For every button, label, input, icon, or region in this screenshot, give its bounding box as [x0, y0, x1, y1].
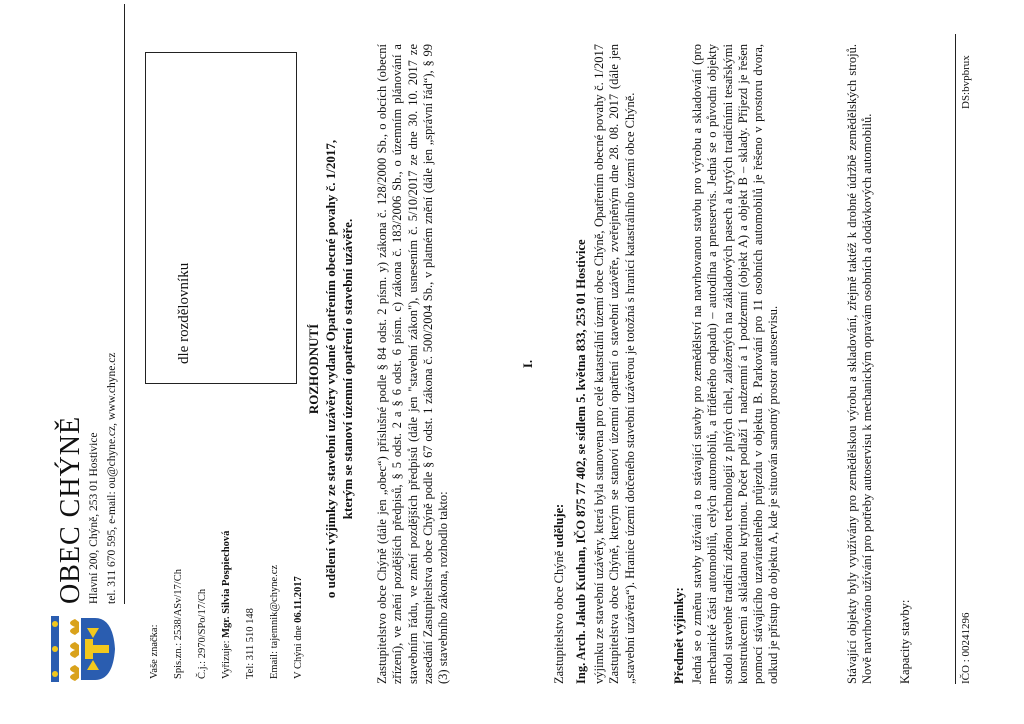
legal-basis-paragraph: Zastupitelstvo obce Chýně (dále jen „obec“) příslušné podle § 84 odst. 2 písm. y) zákona č. 128/2000 Sb., o obcích (obecní zřízení), ve znění pozdějších předpisů, § 5 odst. 2 a § 6 odst. 6 písm. c) zákona č. 183/2006 Sb., o územním plánování a stavebním řádu, ve znění pozdějších předpisů (dále jen "stavební zákon"), usnesením č. 5/10/2017 ze dne 30. 10. 2017 ze zasedání Zastupitelstva obce Chýně podle § 67 odst. 1 zákona č. 500/2004 Sb., v platném znění (dále jen „správní řád“), § 99 (3) stavebního zákona, rozhodlo takto: — [375, 44, 451, 684]
handled-by: Vyřizuje: Mgr. Silvia Pospiechová — [221, 530, 232, 679]
decision-subject-2: kterým se stanoví územní opatření o stavební uzávěře. — [340, 218, 355, 520]
reference-block — [150, 429, 318, 679]
footer-ico: IČO : 00241296 — [960, 612, 972, 684]
reference-number: Č.j.: 2970/SPo/17/Ch — [197, 588, 208, 679]
contact-line: tel. 311 670 595, e-mail: ou@chyne.cz, www.chyne.cz — [106, 352, 118, 604]
address-line: Hlavní 200, Chýně, 253 01 Hostivice — [88, 432, 100, 604]
existing-use-paragraph: Stávající objekty byly využívány pro zemědělskou výrobu a skladování, zřejmě taktéž k drobné údržbě zemědělských strojů. Nově navrhováno užívání pro potřeby autoservisu k mechanickým opravám osobních a dodávkových automobilů. — [845, 44, 875, 684]
decision-heading: ROZHODNUTÍ — [306, 323, 321, 415]
municipality-title: OBEC CHÝNĚ — [55, 415, 86, 604]
header-divider — [124, 4, 125, 604]
grants-line: Zastupitelstvo obce Chýně uděluje: — [552, 503, 566, 684]
email: Email: tajemnik@chyne.cz — [269, 564, 280, 679]
decision-heading-block — [305, 54, 356, 684]
issue-date: V Chýni dne 06.11.2017 — [293, 576, 304, 679]
coat-of-arms-emblem — [45, 614, 115, 684]
decision-subject-1: o udělení výjimky ze stavební uzávěry vydané Opatřením obecné povahy č. 1/2017, — [323, 139, 338, 599]
footer-divider — [955, 34, 956, 684]
phone: Tel: 311 510 148 — [245, 608, 256, 679]
footer-databox: DS:bvpbrux — [960, 55, 972, 109]
subject-heading: Předmět výjimky: — [672, 587, 686, 684]
capacity-label: Kapacity stavby: — [898, 599, 912, 684]
file-number: Spis.zn.: 2538/ASv/17/Ch — [173, 569, 184, 679]
applicant-line: Ing. Arch. Jakub Kuthan, IČO 875 77 402, se sídlem 5. května 833, 253 01 Hostivice — [574, 239, 588, 684]
subject-paragraph: Jedná se o změnu stavby užívání a to stávající stavby pro zemědělství na navrhovanou stavbu pro výrobu a skladování (pro mechanické části automobilů, celých automobilů, a tříděného odpadu) – autodílna a pneuservis. Jedná se o původní objekty stodol stavebně tradiční zděnou technologií z plných cihel, založených na základových pasech a krytých tradičními tesařskými konstrukcemi a skládanou krytinou. Počet podlaží 1 nadzemní a 1 podzemní (objekt A) a objekt B – sklady. Příjezd je řešen pomocí stávajícího uzavíratelného průjezdu v objektu B. Parkování pro 11 osobních automobilů je řešeno v prostoru dvora, odkud je přístup do objektu A, kde je situován samotný prostor autoservisu. — [690, 44, 781, 684]
recipient-label: dle rozdělovníku — [176, 262, 192, 364]
recipient-box — [145, 52, 297, 384]
your-reference: Vaše značka: — [149, 624, 160, 679]
exemption-paragraph: výjimku ze stavební uzávěry, která byla stanovena pro celé katastrální území obce Chýně, Opatřením obecné povahy č. 1/2017 Zastupitelstva obce Chýně, kterým se stanoví územní opatření o stavební uzávěře, zveřejněným dne 28. 08. 2017 (dále jen „stavební uzávěra“). Hranice území dotčeného stavební uzávěrou je totožná s hranicí katastrálního území obce Chýně. — [592, 44, 637, 684]
section-numeral: I. — [520, 359, 535, 369]
